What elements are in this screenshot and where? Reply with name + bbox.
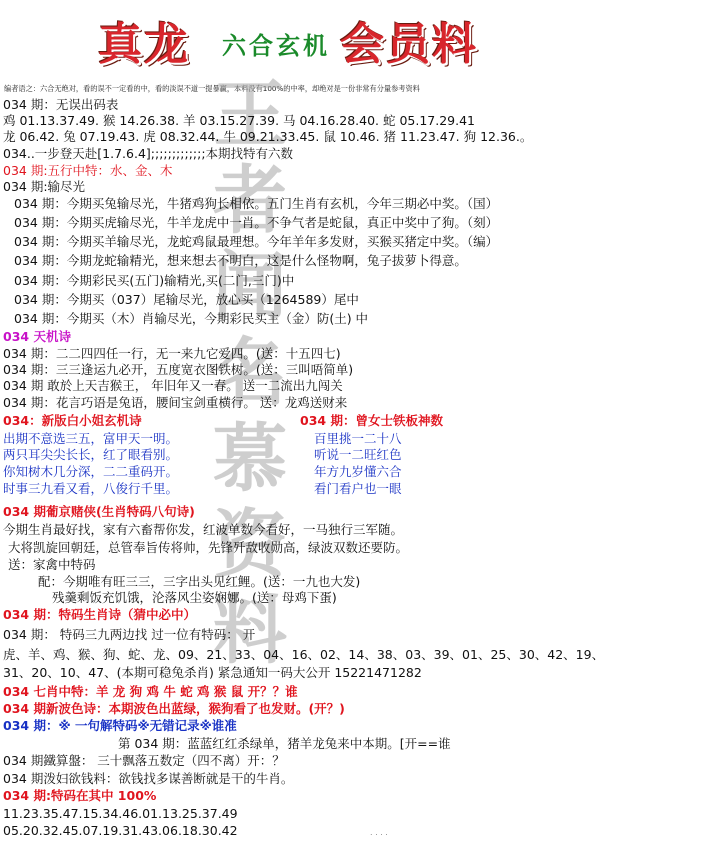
line-baixiaojie: 时事三九看又看，八俊行千里。	[3, 481, 179, 496]
line-baixiaojie: 你知树木几分深，二二重码开。	[3, 464, 179, 479]
watermark-char: 名	[213, 330, 287, 416]
line-shujinguang: 034 期:输尽光	[3, 179, 86, 194]
line-tianji: 034 期 敢於上天吉猴王， 年旧年又一春。 送一二流出九闯关	[3, 378, 343, 393]
watermark-char: 王	[213, 72, 287, 158]
section-yijujie: 034 期：※ 一句解特码※无错记录※谁准	[3, 718, 237, 733]
line-poem: 034 期：今期买（037）尾输尽光，放心买（1264589）尾中	[14, 292, 359, 307]
line-tema-numbers: 31、20、10、47、(本期可稳兔杀肖) 紧急通知一码大公开 15221471282	[3, 665, 422, 680]
section-bose: 034 期新波色诗：本期波色出蓝绿，猴狗看了也发财。(开？)	[3, 701, 345, 716]
line-baixiaojie: 出期不意选三五，富甲天一明。	[3, 431, 179, 446]
watermark-char: 闻	[213, 244, 287, 330]
line-wuxing: 034 期:五行中特：水、金、木	[3, 163, 173, 178]
line-final-numbers: 05.20.32.45.07.19.31.43.06.18.30.42	[3, 823, 238, 838]
line-zengnvshi: 年方九岁懂六合	[314, 464, 402, 479]
line-final-numbers: 11.23.35.47.15.34.46.01.13.25.37.49	[3, 806, 238, 821]
line-tianji: 034 期：花言巧语是兔语，腰间宝剑重横行。 送：龙鸡送财来	[3, 395, 348, 410]
line-baixiaojie: 两只耳尖尖长长，红了眼看别。	[3, 447, 179, 462]
section-temazaiqizhong: 034 期:特码在其中 100%	[3, 788, 157, 803]
title-mid: 六合玄机	[222, 31, 330, 60]
line-tianji: 034 期：三三逢运九必开，五度宽衣图铁树。(送：三叫唔简单)	[3, 362, 354, 377]
watermark-char: 资	[213, 502, 287, 588]
line-poem: 034 期：今期买兔输尽光，牛猪鸡狗长相依。五门生肖有玄机，今年三期必中奖。（国）	[14, 196, 499, 211]
line-zodiac-numbers-2: 龙 06.42. 兔 07.19.43. 虎 08.32.44. 牛 09.21.33.45. 鼠 10.46. 猪 11.23.47. 狗 12.36.。	[3, 129, 533, 144]
line-poem: 034 期：今期龙蛇输精光，想来想去不明白，这是什么怪物啊，兔子拔萝卜得意。	[14, 253, 467, 268]
line-tianji: 034 期：二二四四任一行，无一来九它爱四。(送：十五四七)	[3, 346, 341, 361]
line-tema: 034 期： 特码三九两边找 过一位有特码： 开	[3, 627, 256, 642]
line-zengnvshi: 听说一二旺红色	[314, 447, 402, 462]
line-wuwu-header: 034 期：无误出码表	[3, 97, 119, 112]
header-banner	[0, 0, 720, 80]
line-tema-numbers: 虎、羊、鸡、猴、狗、蛇、龙、09、21、33、04、16、02、14、38、03、39、01、25、30、42、19、	[3, 647, 605, 662]
watermark-char: 者	[213, 158, 287, 244]
line-step: 034..一步登天赴[1.7.6.4];;;;;;;;;;;;;本期找特有六数	[3, 146, 294, 161]
watermark-char: 慕	[213, 416, 287, 502]
line-zengnvshi: 百里挑一二十八	[314, 431, 402, 446]
line-pujing: 送：家禽中特码	[8, 557, 96, 572]
line-poem: 034 期：今期买（木）肖输尽光，今期彩民买主（金）防(土) 中	[14, 311, 369, 326]
section-temashengxiao: 034 期：特码生肖诗（猜中必中）	[3, 607, 196, 622]
trailing-dots: . . . .	[370, 828, 388, 837]
line-yijujie: 第 034 期：蓝蓝红红杀绿单，猪羊龙兔来中本期。[开==谁	[118, 736, 451, 751]
section-zengnvshi: 034 期：曾女士铁板神数	[300, 413, 443, 428]
title-right: 会员料	[340, 19, 478, 70]
line-zodiac-numbers-1: 鸡 01.13.37.49. 猴 14.26.38. 羊 03.15.27.39. 马 04.16.28.40. 蛇 05.17.29.41	[3, 113, 475, 128]
line-pujing: 配：今期唯有旺三三，三字出头见红鲤。(送：一九也大发)	[38, 574, 361, 589]
line-poem: 034 期：今期买虎输尽光，牛羊龙虎中一肖。不争气者是蛇鼠，真正中奖中了狗。（刻）	[14, 215, 499, 230]
watermark-char: 料	[213, 588, 287, 674]
line-poem: 034 期：今期买羊输尽光，龙蛇鸡鼠最理想。今年羊年多发财，买猴买猪定中奖。（编）	[14, 234, 499, 249]
disclaimer: 编者语之：六合无绝对，看的误不一定看的中，看的淡误不道一提暴赢，本料没有100%的中率，却绝对是一份非常有分量参考资料	[4, 84, 420, 93]
section-pujing: 034 期葡京赌侠(生肖特码八句诗)	[3, 504, 195, 519]
section-tianji: 034 天机诗	[3, 329, 71, 344]
line-pujing: 残羹剩饭充饥饿，沦落风尘姿娴娜。(送：母鸡下蛋)	[52, 590, 337, 605]
line-tiesuanpan: 034 期鐵算盤： 三十飘落五数定（四不离）开：？	[3, 753, 285, 768]
line-pujing: 大将凯旋回朝廷，总管奉旨传将帅，先锋歼敌收勋高，绿波双数还要防。	[8, 540, 409, 555]
line-poem: 034 期：今期彩民买(五门)输精光,买(二门,三门)中	[14, 273, 295, 288]
line-pujing: 今期生肖最好找，家有六畜帮你发，红波单数今看好，一马独行三军随。	[3, 522, 404, 537]
section-qixiao: 034 七肖中特：羊 龙 狗 鸡 牛 蛇 鸡 猴 鼠 开？？谁	[3, 684, 298, 699]
line-zengnvshi: 看门看户也一眼	[314, 481, 402, 496]
section-baixiaojie: 034：新版白小姐玄机诗	[3, 413, 142, 428]
title-left: 真龙	[98, 19, 190, 70]
line-pofu: 034 期泼妇欲钱料：欲钱找多谋善断就是干的牛肖。	[3, 771, 294, 786]
